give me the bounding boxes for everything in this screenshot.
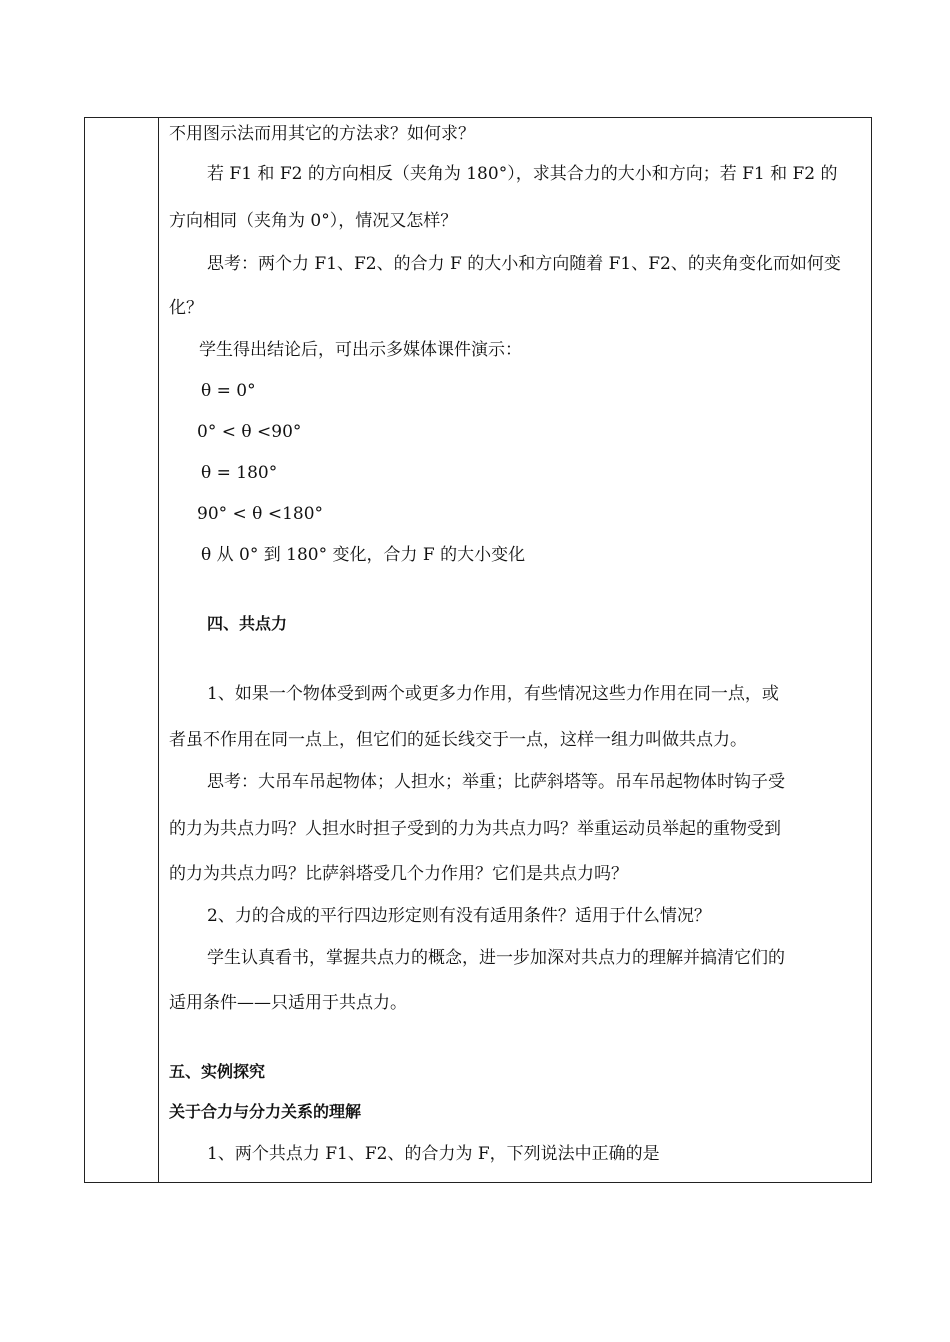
- text-line: θ = 180°: [201, 463, 278, 483]
- text-line: θ = 0°: [201, 381, 256, 401]
- text-line: 90° < θ <180°: [197, 504, 324, 524]
- table-frame: [84, 117, 872, 1183]
- text-line: 学生认真看书，掌握共点力的概念，进一步加深对共点力的理解并搞清它们的: [207, 948, 785, 968]
- text-line: 学生得出结论后，可出示多媒体课件演示：: [199, 340, 522, 360]
- text-line: 0° < θ <90°: [197, 422, 302, 442]
- text-line: 的力为共点力吗？人担水时担子受到的力为共点力吗？举重运动员举起的重物受到: [169, 819, 781, 839]
- text-line: 的力为共点力吗？比萨斜塔受几个力作用？它们是共点力吗？: [169, 864, 628, 884]
- text-line: 者虽不作用在同一点上，但它们的延长线交于一点，这样一组力叫做共点力。: [169, 730, 747, 750]
- section-heading: 五、实例探究: [169, 1062, 266, 1081]
- text-line: 思考：大吊车吊起物体；人担水；举重；比萨斜塔等。吊车吊起物体时钩子受: [207, 772, 785, 792]
- text-line: 思考：两个力 F1、F2、的合力 F 的大小和方向随着 F1、F2、的夹角变化而如何变: [207, 254, 841, 274]
- section-heading: 四、共点力: [207, 614, 288, 633]
- text-line: 2、力的合成的平行四边形定则有没有适用条件？适用于什么情况？: [207, 906, 711, 926]
- column-divider: [158, 117, 159, 1183]
- text-line: 若 F1 和 F2 的方向相反（夹角为 180°），求其合力的大小和方向；若 F1 和 F2 的: [207, 164, 838, 184]
- text-line: 1、如果一个物体受到两个或更多力作用，有些情况这些力作用在同一点，或: [207, 684, 779, 704]
- text-line: 适用条件——只适用于共点力。: [169, 993, 407, 1013]
- subsection-heading: 关于合力与分力关系的理解: [169, 1102, 362, 1121]
- text-line: 化？: [169, 298, 203, 318]
- text-line: 1、两个共点力 F1、F2、的合力为 F，下列说法中正确的是: [207, 1144, 660, 1164]
- text-line: 不用图示法而用其它的方法求？如何求？: [169, 124, 475, 144]
- text-line: 方向相同（夹角为 0°），情况又怎样？: [169, 211, 458, 231]
- text-line: θ 从 0° 到 180° 变化，合力 F 的大小变化: [201, 545, 526, 565]
